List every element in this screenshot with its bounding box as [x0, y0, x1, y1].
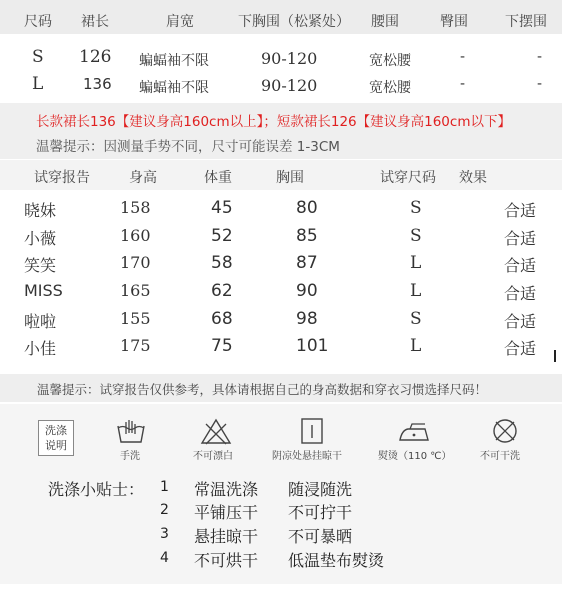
trial-cell: 45: [211, 198, 233, 218]
wash-tip-text: 随浸随洗: [288, 480, 353, 499]
trial-cell: 85: [296, 226, 318, 246]
trial-col-header: 身高: [129, 170, 157, 186]
size-cell: 蝙蝠袖不限: [139, 80, 209, 96]
trial-cell: 170: [120, 253, 151, 272]
hang-dry-shade-icon: [292, 416, 332, 446]
trial-cell: 合适: [504, 312, 537, 331]
measurement-tip: 温馨提示：因测量手势不同，尺寸可能误差 1-3CM: [36, 139, 340, 155]
size-col-header: 腰围: [371, 14, 399, 30]
care-label: 不可干洗: [480, 451, 520, 462]
wash-tip-number: 4: [160, 550, 169, 566]
trial-cell: 62: [211, 281, 233, 301]
no-dry-clean-icon: [485, 416, 525, 446]
size-cell: 126: [79, 47, 112, 67]
wash-tip-number: 2: [160, 502, 169, 518]
edge-marker: [554, 350, 556, 362]
trial-cell: 合适: [504, 256, 537, 275]
length-recommendation: 长款裙长136【建议身高160cm以上】；短款裙长126【建议身高160cm以下】: [36, 114, 511, 130]
size-cell: 宽松腰: [369, 53, 411, 69]
trial-cell: 75: [211, 336, 233, 356]
trial-cell: S: [410, 309, 422, 329]
trial-cell: 58: [211, 253, 233, 273]
size-cell: -: [460, 49, 466, 65]
trial-cell: L: [410, 336, 422, 356]
size-cell: -: [537, 76, 543, 92]
trial-col-header: 体重: [204, 170, 232, 186]
wash-tip-text: 不可拧干: [288, 503, 353, 522]
size-col-header: 下摆围: [505, 14, 547, 30]
size-cell: 90-120: [261, 49, 318, 68]
size-cell: 蝙蝠袖不限: [139, 53, 209, 69]
size-cell: 136: [83, 75, 112, 93]
trial-col-header: 试穿报告: [34, 170, 90, 186]
wash-instructions-badge: [38, 420, 74, 456]
trial-cell: 52: [211, 226, 233, 246]
trial-name-cell: 小佳: [24, 339, 57, 358]
trial-cell: L: [410, 281, 422, 301]
size-col-header: 臀围: [440, 14, 468, 30]
trial-cell: 158: [120, 198, 151, 217]
trial-cell: 合适: [504, 229, 537, 248]
trial-name-cell: 啦啦: [24, 312, 57, 331]
trial-cell: 87: [296, 253, 318, 273]
wash-tip-text: 不可烘干: [194, 551, 259, 570]
size-col-header: 下胸围（松紧处）: [238, 14, 350, 30]
trial-cell: 合适: [504, 284, 537, 303]
trial-cell: 80: [296, 198, 318, 218]
wash-tip-text: 悬挂晾干: [194, 527, 259, 546]
size-cell: -: [537, 49, 543, 65]
size-col-header: 尺码: [24, 14, 52, 30]
size-col-header: 裙长: [81, 14, 109, 30]
wash-tip-text: 平铺压干: [194, 503, 259, 522]
wash-tip-number: 1: [160, 479, 169, 495]
wash-tip-text: 不可暴晒: [288, 527, 353, 546]
trial-cell: S: [410, 198, 422, 218]
trial-name-cell: 笑笑: [24, 256, 57, 275]
trial-cell: 合适: [504, 201, 537, 220]
wash-tip-text: 常温洗涤: [194, 480, 259, 499]
iron-icon: [394, 416, 434, 446]
trial-cell: 165: [120, 281, 151, 300]
trial-col-header: 胸围: [276, 170, 304, 186]
trial-cell: S: [410, 226, 422, 246]
trial-cell: 155: [120, 309, 151, 328]
trial-cell: 160: [120, 226, 151, 245]
trial-cell: 68: [211, 309, 233, 329]
size-cell: L: [32, 74, 44, 94]
size-cell: 宽松腰: [369, 80, 411, 96]
trial-cell: 98: [296, 309, 318, 329]
care-label: 熨烫（110 ℃）: [378, 451, 452, 462]
no-bleach-icon: [196, 416, 236, 446]
badge-line: 洗涤: [45, 424, 67, 437]
trial-cell: 101: [296, 336, 329, 356]
trial-col-header: 试穿尺码: [380, 170, 436, 186]
care-label: 手洗: [120, 451, 140, 462]
care-label: 阴凉处悬挂晾干: [272, 451, 342, 462]
trial-cell: 175: [120, 336, 151, 355]
trial-cell: 合适: [504, 339, 537, 358]
size-col-header: 肩宽: [166, 14, 194, 30]
hand-wash-icon: [111, 416, 151, 446]
trial-cell: L: [410, 253, 422, 273]
report-tip: 温馨提示：试穿报告仅供参考，具体请根据自己的身高数据和穿衣习惯选择尺码！: [37, 382, 488, 397]
trial-name-cell: MISS: [24, 281, 63, 300]
size-cell: S: [32, 47, 44, 67]
size-cell: 90-120: [261, 76, 318, 95]
badge-line: 说明: [45, 439, 67, 452]
care-label: 不可漂白: [193, 451, 233, 462]
trial-cell: 90: [296, 281, 318, 301]
wash-tip-text: 低温垫布熨烫: [288, 551, 385, 570]
trial-name-cell: 晓妹: [24, 201, 57, 220]
size-cell: -: [460, 76, 466, 92]
wash-tips-title: 洗涤小贴士：: [48, 480, 145, 499]
trial-col-header: 效果: [459, 170, 487, 186]
trial-name-cell: 小薇: [24, 229, 57, 248]
wash-tip-number: 3: [160, 526, 169, 542]
